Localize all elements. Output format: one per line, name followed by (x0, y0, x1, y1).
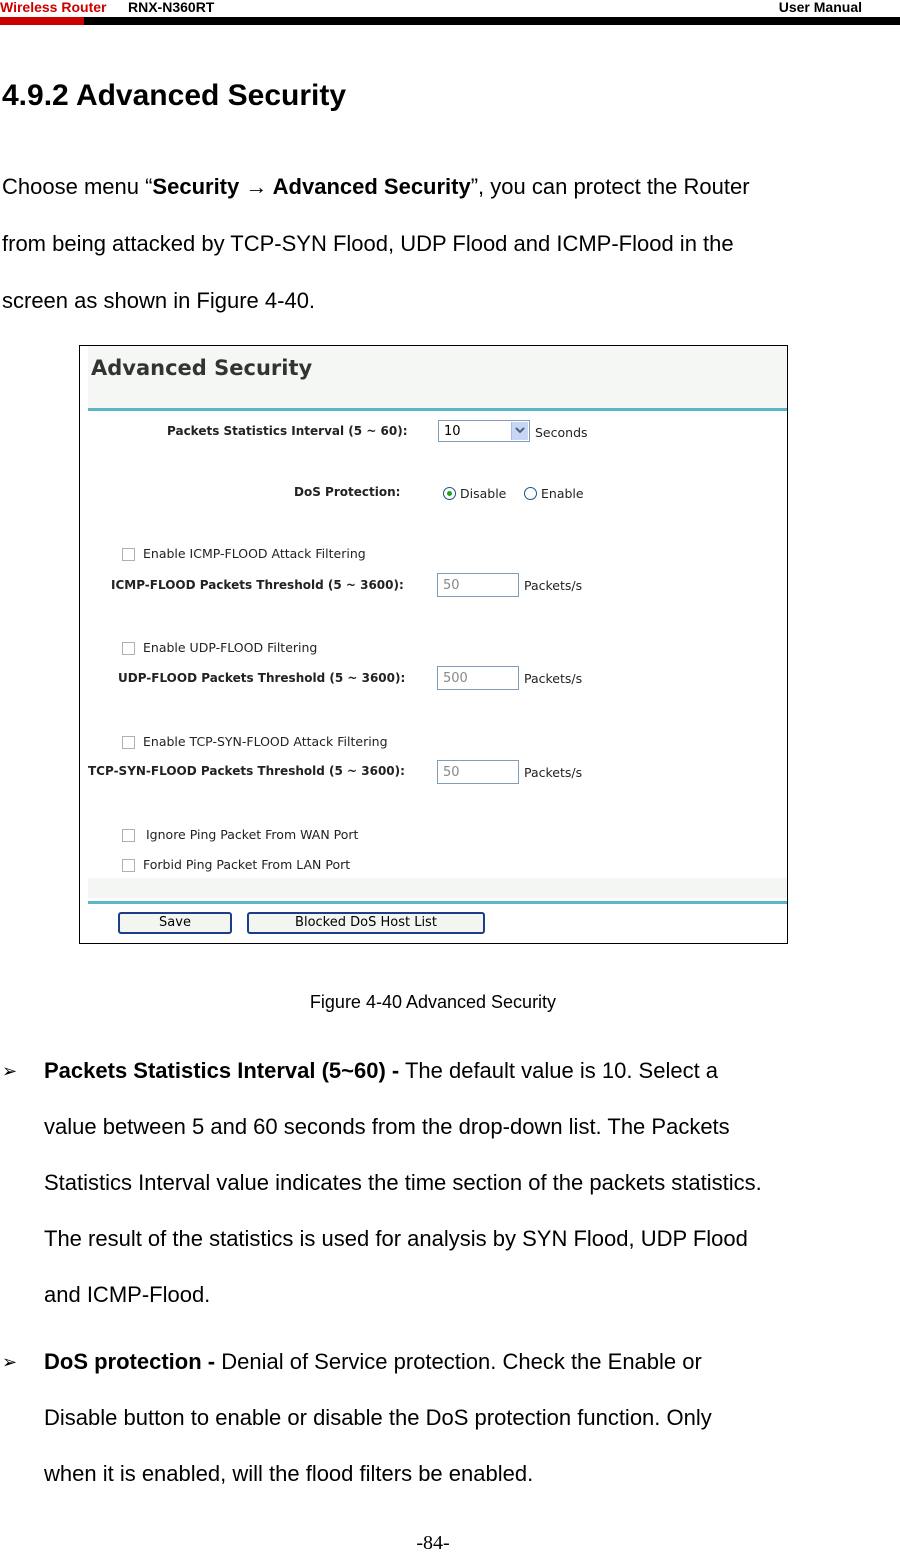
dos-enable-label: Enable (541, 486, 584, 501)
header-bar-red (0, 17, 84, 25)
icmp-threshold-unit: Packets/s (524, 578, 583, 593)
tcp-syn-threshold-unit: Packets/s (524, 765, 583, 780)
bullet-text: The default value is 10. Select a (399, 1058, 719, 1083)
udp-filter-checkbox[interactable] (122, 642, 135, 655)
figure-footer-band (88, 878, 787, 898)
header-model: RNX-N360RT (128, 0, 215, 15)
tcp-syn-filter-checkbox[interactable] (122, 736, 135, 749)
bullet-text: value between 5 and 60 seconds from the drop-down list. The Packets (44, 1114, 730, 1139)
dos-disable-radio[interactable] (443, 487, 456, 500)
icmp-filter-label: Enable ICMP-FLOOD Attack Filtering (143, 546, 366, 561)
save-button[interactable]: Save (118, 912, 232, 934)
intro-prefix: Choose menu “ (2, 174, 153, 199)
intro-menu-path: Security → Advanced Security (152, 174, 471, 199)
bullet-text: Disable button to enable or disable the DoS protection function. Only (44, 1405, 712, 1430)
icmp-threshold-label: ICMP-FLOOD Packets Threshold (5 ~ 3600): (111, 578, 404, 592)
wan-ping-checkbox[interactable] (122, 829, 135, 842)
chevron-down-icon[interactable] (511, 422, 528, 440)
figure-caption: Figure 4-40 Advanced Security (309, 992, 557, 1012)
udp-threshold-label: UDP-FLOOD Packets Threshold (5 ~ 3600): (118, 671, 406, 685)
bullet-term: Packets Statistics Interval (5~60) - (44, 1058, 400, 1083)
bullet-term: DoS protection - (44, 1349, 216, 1374)
interval-select[interactable] (438, 420, 530, 442)
wan-ping-label: Ignore Ping Packet From WAN Port (146, 827, 359, 842)
intro-line-2: from being attacked by TCP-SYN Flood, UDP Flood and ICMP-Flood in the (2, 231, 734, 256)
icmp-threshold-input[interactable]: 50 (437, 573, 519, 597)
page-header (0, 0, 900, 26)
interval-unit: Seconds (535, 425, 588, 440)
section-title: 4.9.2 Advanced Security (2, 79, 347, 112)
dos-disable-label: Disable (460, 486, 507, 501)
dos-protection-label: DoS Protection: (294, 485, 401, 499)
dos-enable-radio[interactable] (524, 487, 537, 500)
tcp-syn-threshold-label: TCP-SYN-FLOOD Packets Threshold (5 ~ 3600): (88, 764, 405, 778)
tcp-syn-filter-label: Enable TCP-SYN-FLOOD Attack Filtering (143, 734, 388, 749)
interval-label: Packets Statistics Interval (5 ~ 60): (167, 424, 408, 438)
blocked-dos-host-list-button[interactable]: Blocked DoS Host List (247, 912, 485, 934)
figure-title: Advanced Security (91, 356, 313, 380)
arrow-bullet-icon: ➢ (2, 1352, 18, 1372)
udp-threshold-input[interactable]: 500 (437, 666, 519, 690)
page-number: -84- (416, 1532, 450, 1554)
header-bar-black (84, 17, 900, 25)
lan-ping-checkbox[interactable] (122, 859, 135, 872)
intro-suffix: ”, you can protect the Router (470, 174, 750, 199)
advanced-security-screenshot (79, 345, 788, 944)
udp-threshold-unit: Packets/s (524, 671, 583, 686)
bullet-text: The result of the statistics is used for analysis by SYN Flood, UDP Flood (44, 1226, 748, 1251)
bullet-text: Denial of Service protection. Check the Enable or (215, 1349, 702, 1374)
interval-select-value: 10 (444, 424, 461, 439)
udp-filter-label: Enable UDP-FLOOD Filtering (143, 640, 318, 655)
figure-footer-rule (88, 901, 787, 904)
intro-paragraph (2, 158, 882, 329)
intro-line-3: screen as shown in Figure 4-40. (2, 288, 316, 313)
tcp-syn-threshold-input[interactable]: 50 (437, 760, 519, 784)
icmp-filter-checkbox[interactable] (122, 548, 135, 561)
arrow-bullet-icon: ➢ (2, 1061, 18, 1081)
header-manual-label: User Manual (778, 0, 862, 15)
lan-ping-label: Forbid Ping Packet From LAN Port (143, 857, 351, 872)
bullet-text: Statistics Interval value indicates the time section of the packets statistics. (44, 1170, 762, 1195)
bullet-text: and ICMP-Flood. (44, 1282, 211, 1307)
header-brand: Wireless Router (0, 0, 107, 15)
bullet-text: when it is enabled, will the flood filters be enabled. (44, 1461, 534, 1486)
